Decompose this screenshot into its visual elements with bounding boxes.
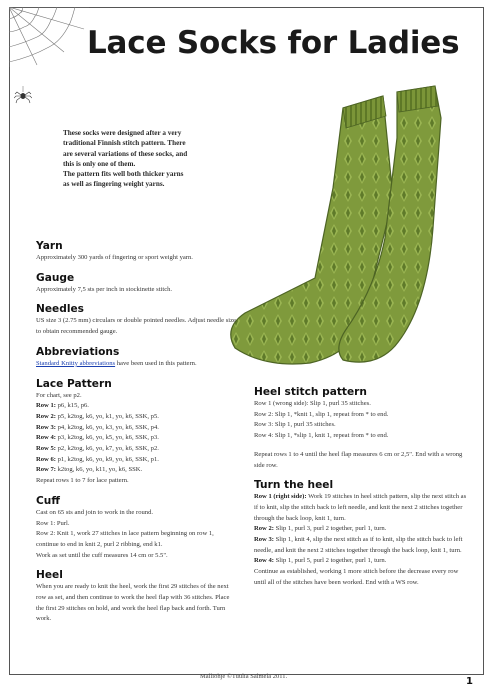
left-column <box>36 240 236 625</box>
lace-row: Row 1: p6, k15, p6. <box>36 402 89 410</box>
lace-intro: For chart, see p2. <box>36 391 82 399</box>
cuff-line: Row 1: Purl. <box>36 519 70 527</box>
heel-stitch-row: Row 3: Slip 1, purl 35 stitches. <box>254 421 336 429</box>
heel-stitch-row: Row 2: Slip 1, *knit 1, slip 1, repeat from * to end. <box>254 410 389 418</box>
turn-heel-row: Row 2: Slip 1, purl 3, purl 2 together, purl 1, turn. <box>254 525 387 533</box>
intro-block <box>63 128 191 190</box>
lace-row: Row 4: p3, k2tog, k6, yo, k5, yo, k6, SSK, p3. <box>36 434 159 442</box>
abbreviations-text: Standard Knitty abbreviations have been used in this pattern. <box>36 359 197 367</box>
lace-heading: Lace Pattern <box>36 377 112 390</box>
lace-row: Row 7: k2tog, k6, yo, k11, yo, k6, SSK. <box>36 466 143 474</box>
heel-heading: Heel <box>36 569 63 582</box>
yarn-text: Approximately 300 yards of fingering or sport weight yarn. <box>36 254 193 261</box>
lace-row: Row 5: p2, k2tog, k6, yo, k7, yo, k6, SSK, p2. <box>36 445 159 453</box>
page-title: Lace Socks for Ladies <box>87 25 460 61</box>
cuff-heading: Cuff <box>36 494 60 507</box>
turn-heel-row: Row 3: Slip 1, knit 4, slip the next stitch as if to knit, slip the stitch back to left needle, and knit the next 2 stitches together through the back loop, knit 1, turn. <box>254 536 463 554</box>
page-number: 1 <box>466 676 473 687</box>
socks-photo <box>215 78 462 378</box>
heel-stitch-heading: Heel stitch pattern <box>254 386 367 398</box>
intro-paragraph: The pattern fits well both thicker yarns as well as fingering weight yarns. <box>63 170 184 189</box>
gauge-heading: Gauge <box>36 271 75 284</box>
turn-heel-row: Row 4: Slip 1, purl 5, purl 2 together, purl 1, turn. <box>254 557 387 565</box>
abbreviations-heading: Abbreviations <box>36 345 120 358</box>
heel-text: When you are ready to knit the heel, work the first 29 stitches of the next row as set, and then continue to work the heel flap with 36 stitches. Place the first 29 stitches on hold, and work the heel flap back and forth. Turn work. <box>36 583 230 623</box>
cuff-line: Row 2: Knit 1, work 27 stitches in lace pattern beginning on row 1, continue to end in knit 2, purl 2 ribbing, end k1. <box>36 530 214 548</box>
abbreviations-link[interactable]: Standard Knitty abbreviations <box>36 359 116 367</box>
heel-stitch-row: Row 4: Slip 1, *slip 1, knit 1, repeat from * to end. <box>254 432 389 440</box>
lace-row: Row 6: p1, k2tog, k6, yo, k9, yo, k6, SSK, p1. <box>36 455 159 463</box>
footer-copyright: Malliohje ©Tuulia Salmela 2011. <box>200 673 288 680</box>
lace-row: Row 2: p5, k2tog, k6, yo, k1, yo, k6, SSK, p5. <box>36 412 159 420</box>
heel-stitch-row: Row 1 (wrong side): Slip 1, purl 35 stitches. <box>254 400 371 407</box>
needles-heading: Needles <box>36 303 84 316</box>
cuff-line: Work as set until the cuff measures 14 cm or 5.5". <box>36 551 168 559</box>
intro-paragraph: These socks were designed after a very traditional Finnish stitch pattern. There are several variations of these socks, and this is only one of them. <box>63 129 188 168</box>
right-column <box>254 386 468 589</box>
needles-text: US size 3 (2.75 mm) circulars or double pointed needles. Adjust needle size to obtain recommended gauge. <box>36 317 236 336</box>
yarn-heading: Yarn <box>36 240 63 252</box>
turn-heel-row: Row 1 (right side): Work 19 stitches in heel stitch pattern, slip the next stitch as if to knit, slip the stitch back to left needle, and knit the next 2 stitches together through the back loop, knit 1, turn. <box>254 493 467 522</box>
cuff-line: Cast on 65 sts and join to work in the round. <box>36 508 154 516</box>
turn-heel-heading: Turn the heel <box>254 479 334 492</box>
spider-icon <box>14 86 32 104</box>
spider-web-icon <box>9 7 89 67</box>
lace-row: Row 3: p4, k2tog, k6, yo, k3, yo, k6, SSK, p4. <box>36 423 159 431</box>
lace-repeat: Repeat rows 1 to 7 for lace pattern. <box>36 477 129 485</box>
gauge-text: Approximately 7,5 sts per inch in stockinette stitch. <box>36 285 173 293</box>
heel-stitch-repeat: Repeat rows 1 to 4 until the heel flap measures 6 cm or 2,5". End with a wrong side row. <box>254 450 463 469</box>
turn-heel-continue: Continue as established, working 1 more stitch before the decrease every row until all of the stitches have been worked. End with a WS row. <box>254 568 459 586</box>
